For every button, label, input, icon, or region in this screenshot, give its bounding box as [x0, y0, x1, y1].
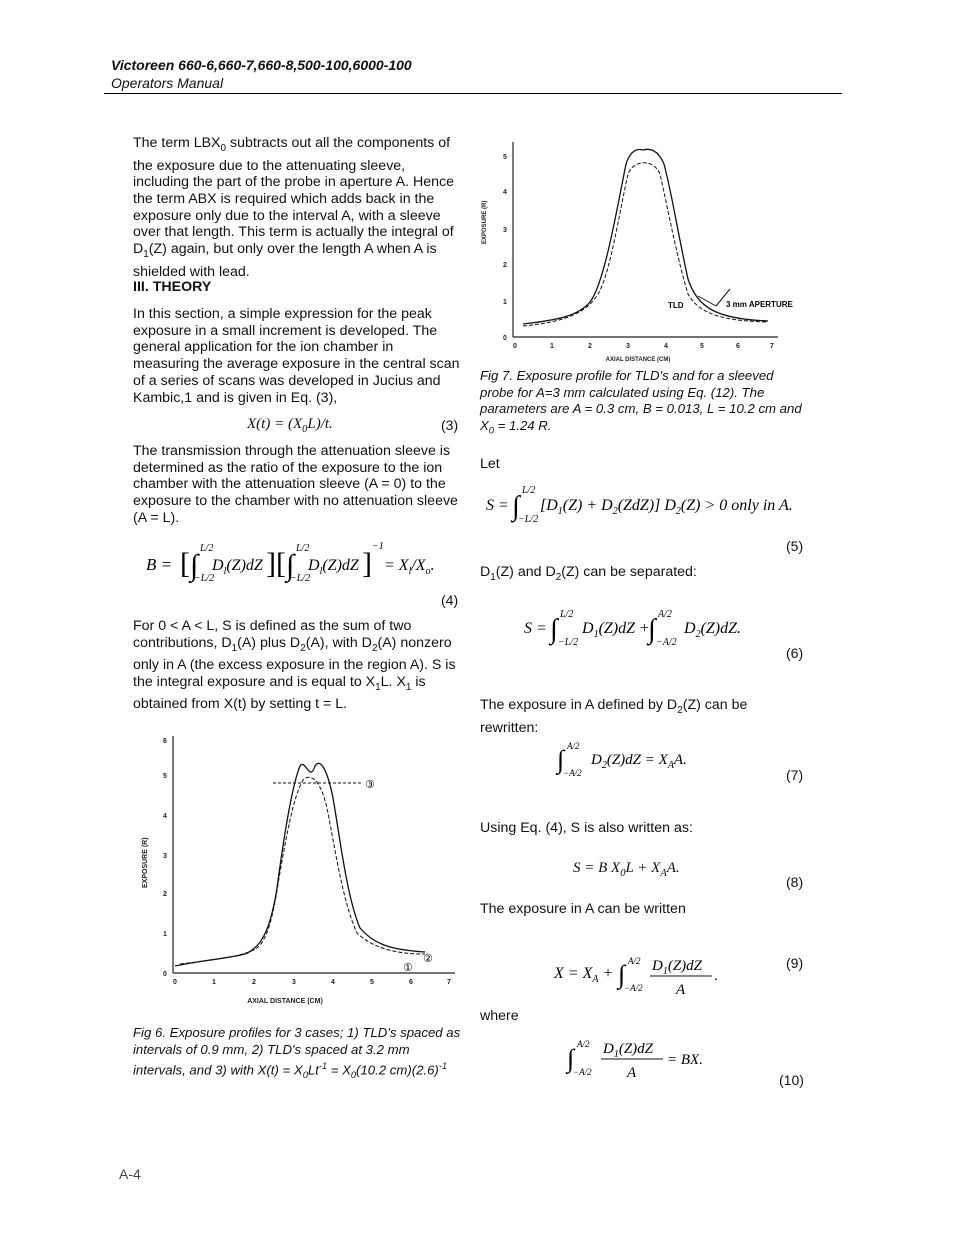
svg-text:A/2: A/2 [658, 609, 672, 620]
equation-10 [565, 1033, 725, 1083]
fig6-xtick: 2 [252, 979, 256, 986]
svg-text:Dl(Z)dZ: $D_l(Z)dZ$ [308, 557, 359, 577]
fig6-xlabel: AXIAL DISTANCE (CM) [247, 998, 323, 1005]
fig7-xtick: 1 [550, 343, 554, 350]
svg-text:D2(Z)dZ.: $D_2(Z)dZ$. [684, 620, 742, 640]
figure-6-chart [135, 728, 465, 1008]
rewrite-text: The exposure in A defined by $D_2(Z)$ can be rewritten: [480, 697, 748, 736]
svg-text:D1(Z)dZ: $D_1(Z)dZ$ [603, 1041, 654, 1060]
svg-text:D2(Z)dZ = XAA.: $D_2(Z)dZ = X_AA$. [591, 752, 687, 771]
svg-text:S =: S = [486, 497, 509, 514]
equation-4-number: (4) [441, 592, 459, 608]
svg-text:∫: ∫ [618, 960, 626, 989]
svg-text:−L/2: −L/2 [518, 514, 539, 525]
svg-text:∫: ∫ [550, 614, 558, 645]
svg-text:[D1(Z) + D2(ZdZ)] D2(Z) > 0 on: $[D_1(Z) + D_2(ZdZ)] D_2(Z) > 0$ only in A. [540, 497, 793, 517]
svg-text:L/2: L/2 [200, 543, 214, 554]
fig7-xtick: 7 [770, 343, 774, 350]
fig6-xtick: 7 [447, 979, 451, 986]
equation-6 [520, 605, 780, 653]
equation-9-number: (9) [786, 955, 804, 971]
svg-text:A: A [627, 1065, 637, 1081]
fig6-xtick: 6 [409, 979, 413, 986]
left-para-4: For 0 < A < L, S is defined as the sum of two contributions, $D_1(A)$ plus $D_2(A)$, with $D_2(A)$ nonzero only in A (the excess exposure in the region A). S is the integral exposure and is equal to $X_1L$. $X_1$ is obtained from X(t) by setting t = L. [133, 618, 456, 713]
fig6-xtick: 1 [212, 979, 216, 986]
svg-text:B =: B = [146, 555, 173, 574]
fig6-xtick: 3 [292, 979, 296, 986]
svg-text:[: [ [180, 547, 190, 580]
equation-8: S = B $X_0L + X_AA$. [573, 860, 680, 879]
svg-text:∫: ∫ [512, 491, 520, 522]
figure-7-caption: Fig 7. Exposure profile for TLD's and for a sleeved probe for A=3 mm calculated using Eq. (12). The parameters are A = 0.3 cm, B = 0.013, L = 10.2 cm and $X_0 = 1.24$ R. [480, 368, 802, 436]
svg-text:−L/2: −L/2 [558, 637, 579, 648]
svg-text:−A/2: −A/2 [624, 983, 643, 993]
svg-text:L/2: L/2 [560, 609, 574, 620]
fig7-ytick: 5 [503, 154, 507, 161]
equation-5 [482, 480, 812, 530]
fig6-curve-2 [180, 777, 425, 964]
equation-6-number: (6) [786, 645, 804, 661]
svg-text:A: A [676, 982, 686, 998]
left-para-3: The transmission through the attenuation sleeve is determined as the ratio of the exposure to the ion chamber with the attenuation sleeve (A = 0) to the exposure to the chamber with no attenuation sleeve (A = L). [133, 443, 458, 526]
exposure-written-text: The exposure in A can be written [480, 901, 686, 917]
figure-6-caption: Fig 6. Exposure profiles for 3 cases; 1) TLD's spaced as intervals of 0.9 mm, 2) TLD's spaced at 3.2 mm intervals, and 3) with $X(t) = X_0Lt^{-1} = X_0(10.2$ $cm)(2.6)^{-1}$ [133, 1025, 461, 1081]
fig6-ylabel: EXPOSURE (R) [142, 837, 149, 888]
fig7-xtick: 3 [626, 343, 630, 350]
svg-text:]: ] [362, 547, 372, 580]
svg-text:∫: ∫ [286, 549, 295, 582]
equation-10-number: (10) [779, 1072, 804, 1088]
fig6-ytick: 3 [163, 853, 167, 860]
fig6-ytick: 5 [163, 773, 167, 780]
equation-7 [555, 740, 725, 780]
svg-text:−L/2: −L/2 [194, 573, 215, 584]
fig6-ytick: 2 [163, 891, 167, 898]
svg-text:∫: ∫ [190, 549, 199, 582]
fig6-ytick: 0 [163, 971, 167, 978]
svg-text:Dl(Z)dZ: $D_l(Z)dZ$ [212, 557, 263, 577]
fig7-ytick: 0 [503, 335, 507, 342]
fig7-curve-tld [523, 149, 768, 324]
fig6-ytick: 4 [163, 813, 167, 820]
svg-text:S =: S = [524, 620, 547, 637]
fig7-label-tld: TLD [668, 301, 684, 310]
fig6-xtick: 4 [331, 979, 335, 986]
svg-text:= Xl/Xo.: = $X_l/X_o$. [384, 557, 435, 577]
fig7-xtick: 5 [700, 343, 704, 350]
header-rule [104, 93, 842, 94]
page-number: A-4 [119, 1166, 141, 1182]
fig7-xtick: 6 [736, 343, 740, 350]
fig6-mark-1: ① [403, 961, 413, 974]
figure-7-chart [478, 134, 808, 364]
section-heading-theory: III. THEORY [133, 279, 212, 295]
equation-3-number: (3) [441, 417, 459, 433]
fig6-xtick: 5 [370, 979, 374, 986]
fig7-xlabel: AXIAL DISTANCE (CM) [605, 357, 671, 363]
svg-text:A/2: A/2 [567, 741, 580, 751]
fig7-ylabel: EXPOSURE (R) [482, 200, 488, 244]
equation-8-number: (8) [786, 874, 804, 890]
svg-text:∫: ∫ [648, 614, 656, 645]
svg-text:.: . [714, 968, 718, 984]
equation-3: $X(t) = (X_0L)/t$. [247, 416, 333, 435]
where-text: where [480, 1008, 519, 1024]
header-subtitle: Operators Manual [111, 75, 224, 91]
fig7-xtick: 2 [588, 343, 592, 350]
fig6-mark-2: ② [423, 952, 433, 965]
fig6-mark-3: ③ [365, 778, 375, 791]
svg-text:∫: ∫ [567, 1044, 575, 1073]
equation-9 [552, 948, 732, 1000]
left-para-1: The term $LBX_0$ subtracts out all the components of the exposure due to the attenuating sleeve, including the part of the probe in aperture A. Hence the term ABX is required which adds back in the exposure only due to the interval A, with a sleeve over that length. This term is actually the integral of $D_1(Z)$ again, but only over the length A when A is shielded with lead. [133, 135, 455, 280]
fig7-xtick: 0 [513, 343, 517, 350]
svg-text:A/2: A/2 [628, 956, 641, 966]
let-text: Let [480, 456, 500, 472]
fig6-xtick: 0 [173, 979, 177, 986]
using-eq4-text: Using Eq. (4), S is also written as: [480, 820, 693, 836]
svg-text:−L/2: −L/2 [290, 573, 311, 584]
equation-5-number: (5) [786, 538, 804, 554]
svg-text:L/2: L/2 [522, 485, 536, 496]
fig6-curve-1 [175, 763, 425, 966]
svg-text:−A/2: −A/2 [656, 637, 677, 648]
equation-4 [140, 535, 460, 590]
svg-text:][: ][ [266, 547, 286, 580]
svg-text:∫: ∫ [557, 745, 565, 774]
svg-text:−A/2: −A/2 [573, 1067, 592, 1077]
svg-text:−1: −1 [372, 541, 384, 552]
svg-text:X = XA +: $X = X_A$ + [554, 965, 614, 985]
separation-text: $D_1(Z)$ and $D_2(Z)$ can be separated: [480, 564, 697, 583]
svg-text:D1(Z)dZ +: $D_1(Z)dZ$ + [582, 620, 650, 640]
fig7-ytick: 3 [503, 227, 507, 234]
svg-text:= BX.: = BX. [667, 1052, 703, 1068]
svg-text:A/2: A/2 [577, 1039, 590, 1049]
fig7-label-aperture: 3 mm APERTURE [726, 300, 793, 309]
svg-text:D1(Z)dZ: $D_1(Z)dZ$ [652, 958, 703, 977]
fig7-ytick: 2 [503, 262, 507, 269]
left-para-2: In this section, a simple expression for the peak exposure in a small increment is developed. The general application for the ion chamber in measuring the average exposure in the central scan of a series of scans was developed in Jucius and Kambic,1 and is given in Eq. (3), [133, 306, 460, 406]
header-title: Victoreen 660-6,660-7,660-8,500-100,6000-100 [111, 57, 412, 73]
fig7-xtick: 4 [664, 343, 668, 350]
svg-text:L/2: L/2 [296, 543, 310, 554]
fig6-ytick: 6 [163, 738, 167, 745]
equation-7-number: (7) [786, 767, 804, 783]
svg-text:−A/2: −A/2 [563, 768, 582, 778]
fig6-ytick: 1 [163, 931, 167, 938]
fig7-ytick: 1 [503, 299, 507, 306]
fig7-ytick: 4 [503, 189, 507, 196]
